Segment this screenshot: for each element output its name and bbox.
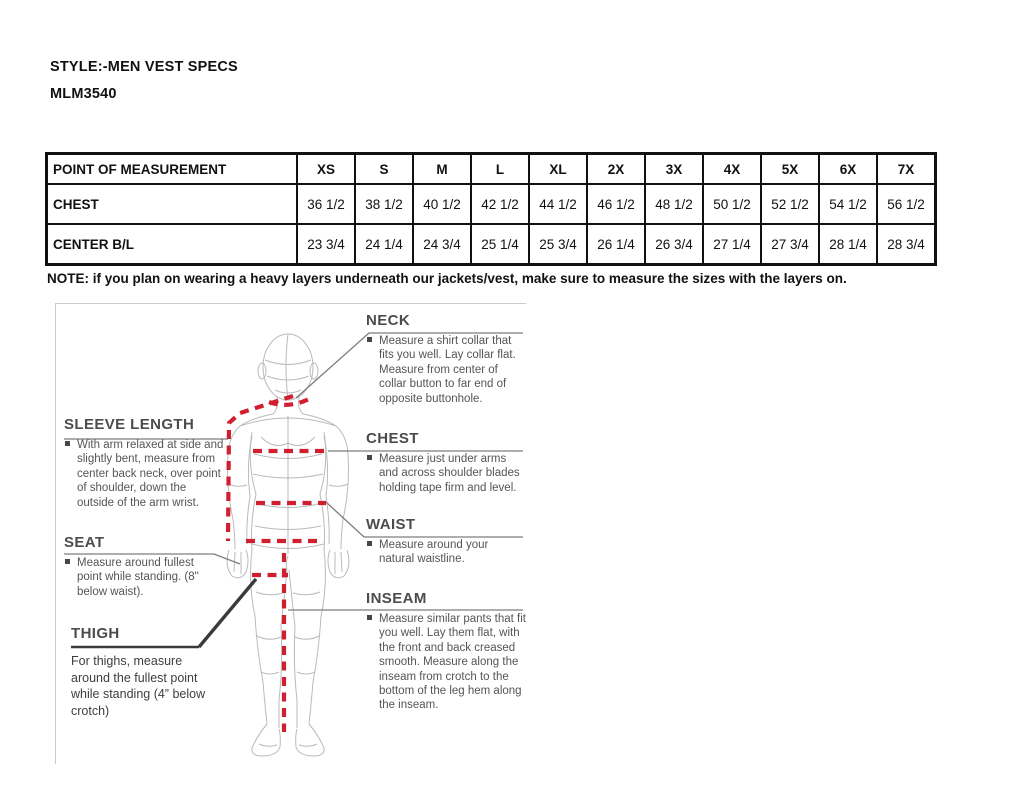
table-cell: 44 1/2 bbox=[529, 184, 587, 224]
table-cell: 26 3/4 bbox=[645, 224, 703, 265]
size-spec-table bbox=[45, 152, 937, 266]
column-header: M bbox=[413, 154, 471, 185]
chest-description: Measure just under arms and across shoulder blades holding tape firm and level. bbox=[379, 453, 520, 494]
column-header: 3X bbox=[645, 154, 703, 185]
inseam-description: Measure similar pants that fit you well. Lay them flat, with the front and back creased smooth. Measure along the inseam from crotch to the bottom of the leg hem along the inseam. bbox=[379, 613, 527, 712]
table-cell: 52 1/2 bbox=[761, 184, 819, 224]
section-seat bbox=[64, 534, 219, 599]
table-cell: 25 3/4 bbox=[529, 224, 587, 265]
table-cell: 27 3/4 bbox=[761, 224, 819, 265]
table-cell: 24 3/4 bbox=[413, 224, 471, 265]
column-header: 2X bbox=[587, 154, 645, 185]
table-cell: 56 1/2 bbox=[877, 184, 936, 224]
table-cell: 28 1/4 bbox=[819, 224, 877, 265]
style-code: MLM3540 bbox=[50, 86, 117, 102]
chest-heading: CHEST bbox=[366, 430, 419, 447]
table-cell: 54 1/2 bbox=[819, 184, 877, 224]
table-cell: 24 1/4 bbox=[355, 224, 413, 265]
sleeve-length-heading: SLEEVE LENGTH bbox=[64, 416, 195, 433]
table-cell: 42 1/2 bbox=[471, 184, 529, 224]
inseam-heading: INSEAM bbox=[366, 590, 427, 607]
bullet-square-icon bbox=[367, 455, 372, 460]
column-header: XS bbox=[297, 154, 355, 185]
waist-description: Measure around your natural waistline. bbox=[379, 539, 489, 566]
bullet-square-icon bbox=[65, 559, 70, 564]
measurement-diagram bbox=[55, 303, 526, 764]
section-inseam bbox=[366, 590, 526, 713]
table-cell: 23 3/4 bbox=[297, 224, 355, 265]
section-chest bbox=[366, 430, 524, 495]
seat-description: Measure around fullest point while standing. (8" below waist). bbox=[77, 557, 199, 598]
table-cell: 48 1/2 bbox=[645, 184, 703, 224]
row-label: CENTER B/L bbox=[47, 224, 298, 265]
style-title: STYLE:-MEN VEST SPECS bbox=[50, 59, 238, 75]
section-neck bbox=[366, 312, 524, 406]
column-header: 4X bbox=[703, 154, 761, 185]
neck-description: Measure a shirt collar that fits you well. Lay collar flat. Measure from center of collar button to far end of opposite buttonhole. bbox=[379, 335, 516, 405]
table-cell: 28 3/4 bbox=[877, 224, 936, 265]
table-row bbox=[47, 224, 936, 265]
column-header: 7X bbox=[877, 154, 936, 185]
bullet-square-icon bbox=[367, 541, 372, 546]
bullet-square-icon bbox=[65, 441, 70, 446]
table-cell: 50 1/2 bbox=[703, 184, 761, 224]
column-header: POINT OF MEASUREMENT bbox=[47, 154, 298, 185]
thigh-heading: THIGH bbox=[71, 625, 120, 642]
table-cell: 26 1/4 bbox=[587, 224, 645, 265]
table-cell: 36 1/2 bbox=[297, 184, 355, 224]
section-sleeve-length bbox=[64, 416, 226, 510]
row-label: CHEST bbox=[47, 184, 298, 224]
table-cell: 38 1/2 bbox=[355, 184, 413, 224]
waist-heading: WAIST bbox=[366, 516, 416, 533]
section-waist bbox=[366, 516, 524, 567]
seat-heading: SEAT bbox=[64, 534, 105, 551]
column-header: S bbox=[355, 154, 413, 185]
bullet-square-icon bbox=[367, 615, 372, 620]
column-header: L bbox=[471, 154, 529, 185]
column-header: 6X bbox=[819, 154, 877, 185]
table-cell: 40 1/2 bbox=[413, 184, 471, 224]
table-cell: 27 1/4 bbox=[703, 224, 761, 265]
neck-heading: NECK bbox=[366, 312, 411, 329]
bullet-square-icon bbox=[367, 337, 372, 342]
table-row bbox=[47, 184, 936, 224]
table-header-row bbox=[47, 154, 936, 185]
sleeve-length-description: With arm relaxed at side and slightly bent, measure from center back neck, over point of shoulder, down the outside of the arm wrist. bbox=[77, 439, 224, 509]
table-cell: 25 1/4 bbox=[471, 224, 529, 265]
column-header: XL bbox=[529, 154, 587, 185]
column-header: 5X bbox=[761, 154, 819, 185]
note-text: NOTE: if you plan on wearing a heavy layers underneath our jackets/vest, make sure to measure the sizes with the layers on. bbox=[47, 271, 847, 286]
section-thigh bbox=[71, 625, 223, 719]
table-cell: 46 1/2 bbox=[587, 184, 645, 224]
thigh-description: For thighs, measure around the fullest point while standing (4” below crotch) bbox=[71, 654, 206, 718]
